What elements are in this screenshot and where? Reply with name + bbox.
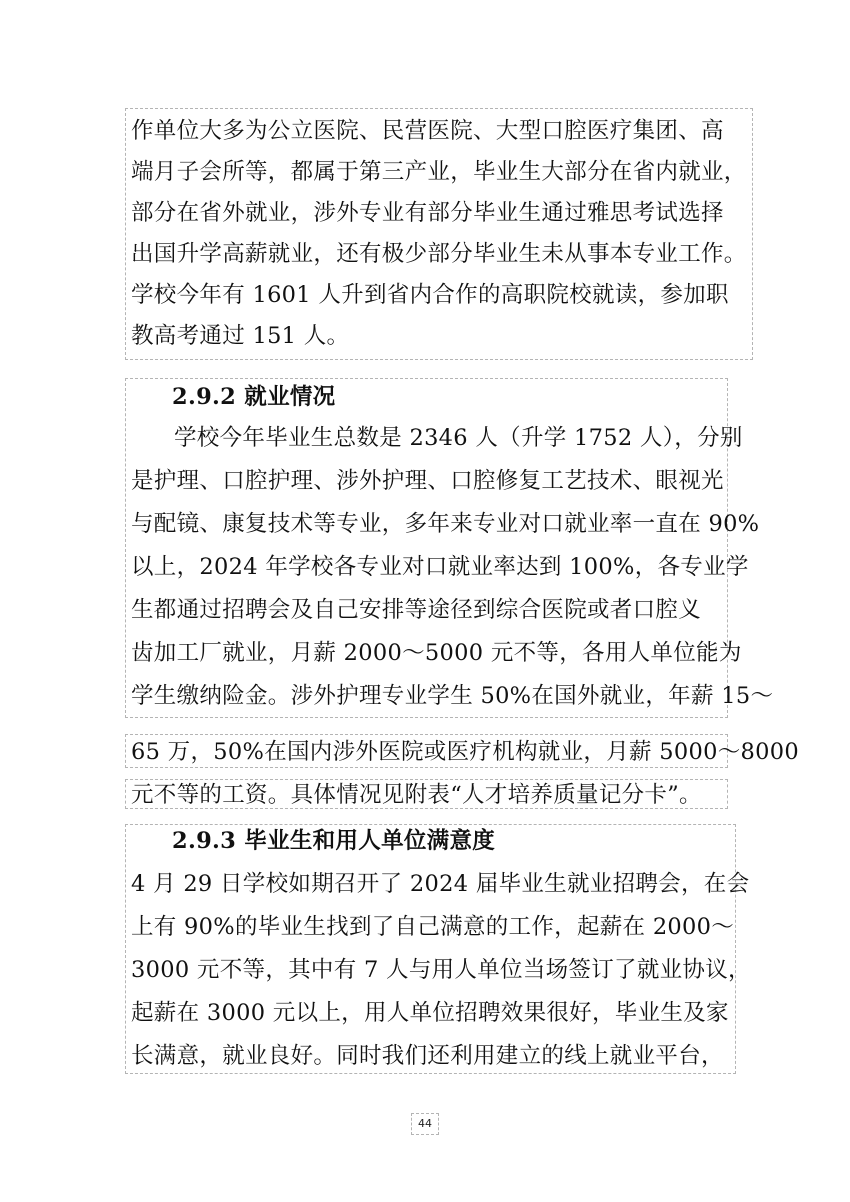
text-line: 65 万，50%在国内涉外医院或医疗机构就业，月薪 5000～8000 (131, 739, 799, 765)
text-line: 生都通过招聘会及自己安排等途径到综合医院或者口腔义 (131, 597, 702, 623)
text-line: 4 月 29 日学校如期召开了 2024 届毕业生就业招聘会，在会 (131, 871, 750, 897)
text-line: 学校今年有 1601 人升到省内合作的高职院校就读，参加职 (131, 282, 729, 308)
section-employment-status (125, 378, 774, 718)
continuation-line-box (125, 779, 728, 809)
text-line: 作单位大多为公立医院、民营医院、大型口腔医疗集团、高 (131, 118, 724, 144)
section-satisfaction (125, 824, 751, 1074)
text-line: 学生缴纳险金。涉外护理专业学生 50%在国外就业，年薪 15～ (131, 683, 774, 709)
text-line: 上有 90%的毕业生找到了自己满意的工作，起薪在 2000～ (131, 914, 735, 940)
section-heading-2-9-2: 2.9.2 就业情况 (172, 384, 336, 410)
section-heading-2-9-3: 2.9.3 毕业生和用人单位满意度 (172, 828, 496, 854)
text-line: 教高考通过 151 人。 (131, 323, 350, 349)
text-line: 长满意，就业良好。同时我们还利用建立的线上就业平台， (131, 1043, 724, 1069)
text-line: 学校今年毕业生总数是 2346 人（升学 1752 人），分别 (174, 425, 743, 451)
text-line: 与配镜、康复技术等专业，多年来专业对口就业率一直在 90% (131, 511, 760, 537)
text-line: 以上，2024 年学校各专业对口就业率达到 100%，各专业学 (131, 554, 749, 580)
text-line: 端月子会所等，都属于第三产业，毕业生大部分在省内就业， (131, 159, 747, 185)
text-line: 是护理、口腔护理、涉外护理、口腔修复工艺技术、眼视光 (131, 468, 724, 494)
continuation-line-box (125, 734, 799, 768)
text-line: 起薪在 3000 元以上，用人单位招聘效果很好，毕业生及家 (131, 1000, 729, 1026)
text-line: 3000 元不等，其中有 7 人与用人单位当场签订了就业协议， (131, 957, 751, 983)
text-line: 部分在省外就业，涉外专业有部分毕业生通过雅思考试选择 (131, 200, 724, 226)
text-line: 齿加工厂就业，月薪 2000～5000 元不等，各用人单位能为 (131, 640, 742, 666)
text-line: 元不等的工资。具体情况见附表“人才培养质量记分卡”。 (131, 782, 702, 808)
paragraph-block-employment-units (125, 108, 753, 360)
page-number: 44 (411, 1113, 439, 1135)
text-line: 出国升学高薪就业，还有极少部分毕业生未从事本专业工作。 (131, 241, 747, 267)
